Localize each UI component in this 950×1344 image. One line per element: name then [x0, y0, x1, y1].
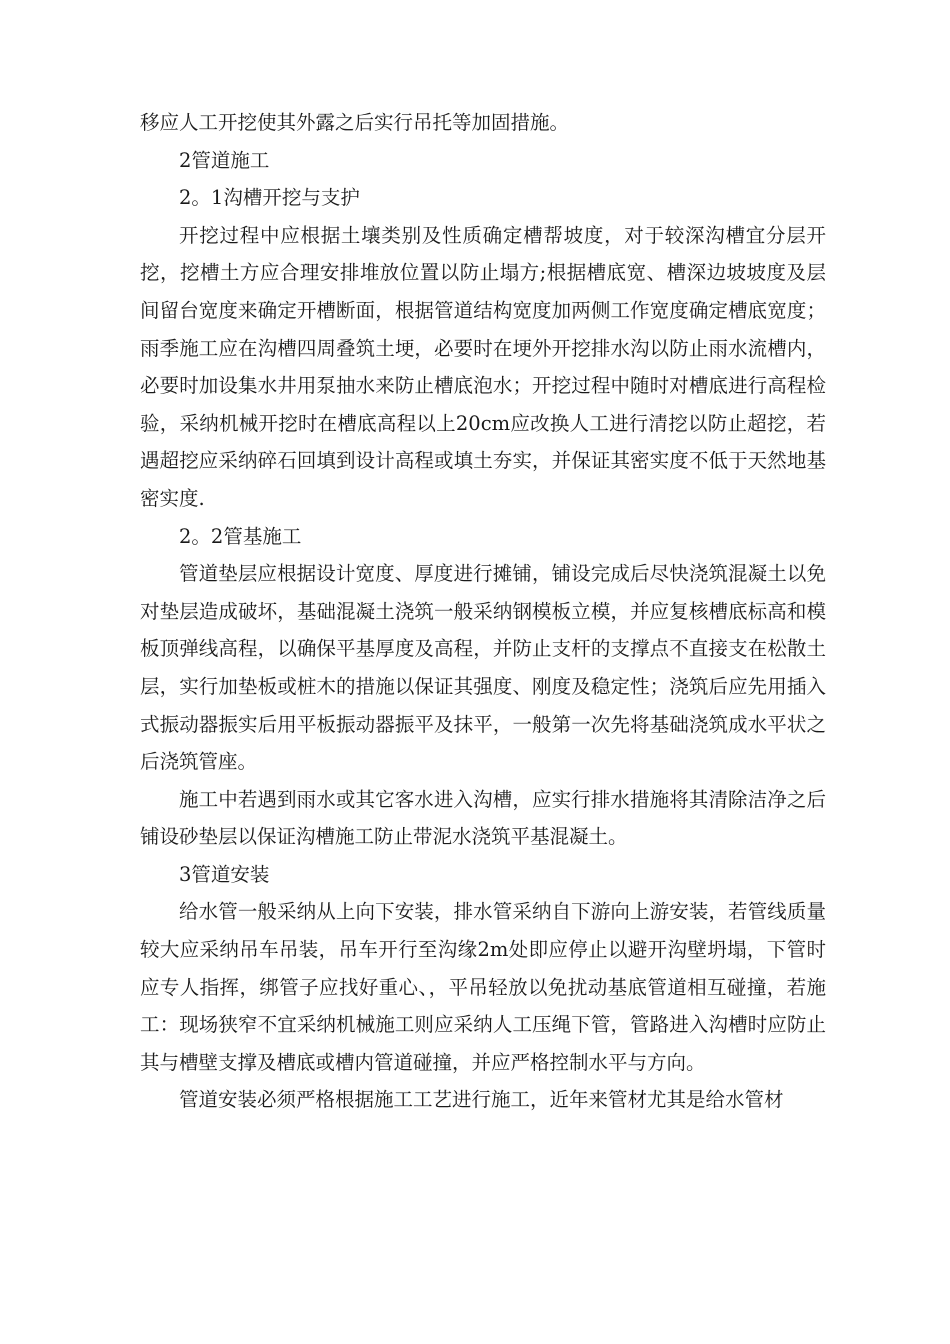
document-body [140, 104, 826, 1119]
section-heading-pipeline-construction: 2管道施工 [179, 148, 270, 172]
paragraph-drainage: 施工中若遇到雨水或其它客水进入沟槽，应实行排水措施将其清除洁净之后铺设砂垫层以保证沟槽施工防止带泥水浇筑平基混凝土。 [140, 787, 826, 849]
paragraph-continued: 移应人工开挖使其外露之后实行吊托等加固措施。 [140, 111, 570, 134]
paragraph-trench-excavation: 开挖过程中应根据土壤类别及性质确定槽帮坡度，对于较深沟槽宜分层开挖，挖槽土方应合理安排堆放位置以防止塌方;根据槽底宽、槽深边坡坡度及层间留台宽度来确定开槽断面，根据管道结构宽度加两侧工作宽度确定槽底宽度；雨季施工应在沟槽四周叠筑土埂，必要时在埂外开挖排水沟以防止雨水流槽内，必要时加设集水井用泵抽水来防止槽底泡水；开挖过程中随时对槽底进行高程检验，采纳机械开挖时在槽底高程以上20cm应改换人工进行清挖以防止超挖，若遇超挖应采纳碎石回填到设计高程或填土夯实，并保证其密实度不低于天然地基密实度. [140, 223, 826, 510]
subsection-heading-pipe-foundation: 2。2管基施工 [179, 524, 302, 548]
paragraph-pipe-foundation: 管道垫层应根据设计宽度、厚度进行摊铺，铺设完成后尽快浇筑混凝土以免对垫层造成破坏，基础混凝土浇筑一般采纳钢模板立模，并应复核槽底标高和模板顶弹线高程，以确保平基厚度及高程，并防止支杆的支撑点不直接支在松散土层，实行加垫板或桩木的措施以保证其强度、刚度及稳定性；浇筑后应先用插入式振动器振实后用平板振动器振平及抹平，一般第一次先将基础浇筑成水平状之后浇筑管座。 [140, 562, 826, 774]
section-heading-pipe-installation: 3管道安装 [179, 862, 270, 886]
paragraph-pipe-installation: 给水管一般采纳从上向下安装，排水管采纳自下游向上游安装，若管线质量较大应采纳吊车吊装，吊车开行至沟缘2m处即应停止以避开沟壁坍塌，下管时应专人指挥，绑管子应找好重心、，平吊轻放以免扰动基底管道相互碰撞，若施工：现场狭窄不宜采纳机械施工则应采纳人工压绳下管，管路进入沟槽时应防止其与槽壁支撑及槽底或槽内管道碰撞，并应严格控制水平与方向。 [140, 900, 826, 1074]
paragraph-installation-process: 管道安装必须严格根据施工工艺进行施工，近年来管材尤其是给水管材 [179, 1088, 784, 1112]
subsection-heading-trench-excavation: 2。1沟槽开挖与支护 [179, 186, 360, 210]
